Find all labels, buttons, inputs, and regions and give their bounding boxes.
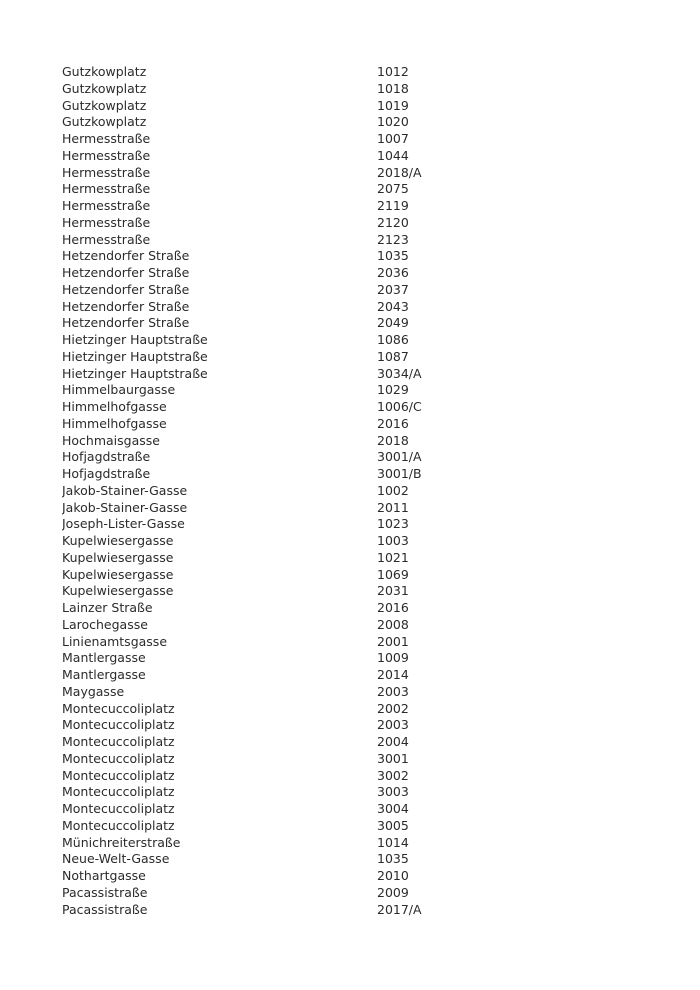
street-number-cell: 1087	[377, 348, 409, 364]
street-number-cell: 2075	[377, 181, 409, 197]
table-row	[62, 64, 662, 81]
street-name-cell: Hofjagdstraße	[62, 466, 151, 481]
street-name-cell: Hermesstraße	[62, 131, 151, 146]
street-name-cell: Neue-Welt-Gasse	[62, 851, 170, 867]
street-number-list	[62, 64, 662, 918]
table-row	[62, 416, 662, 433]
street-number-cell: 1021	[377, 549, 409, 565]
table-row	[62, 868, 662, 885]
street-name-cell: Hermesstraße	[62, 181, 151, 197]
street-number-cell: 2009	[377, 884, 409, 900]
street-number-cell: 3001/A	[377, 449, 422, 465]
street-name-cell: Gutzkowplatz	[62, 114, 147, 130]
street-name-cell: Kupelwiesergasse	[62, 549, 174, 565]
table-row	[62, 466, 662, 483]
table-row	[62, 81, 662, 98]
table-row	[62, 768, 662, 785]
street-number-cell: 2016	[377, 600, 409, 615]
street-name-cell: Hermesstraße	[62, 198, 151, 213]
street-name-cell: Mantlergasse	[62, 650, 146, 666]
street-name-cell: Montecuccoliplatz	[62, 700, 175, 716]
street-number-cell: 2002	[377, 700, 409, 716]
street-number-cell: 2003	[377, 717, 409, 733]
table-row	[62, 801, 662, 818]
table-row	[62, 131, 662, 148]
street-number-cell: 2016	[377, 415, 409, 431]
street-number-cell: 3001/B	[377, 466, 422, 481]
street-name-cell: Joseph-Lister-Gasse	[62, 516, 185, 532]
street-name-cell: Hermesstraße	[62, 164, 151, 180]
table-row	[62, 181, 662, 198]
street-number-cell: 1069	[377, 566, 409, 582]
table-row	[62, 433, 662, 450]
street-name-cell: Gutzkowplatz	[62, 64, 147, 79]
table-row	[62, 902, 662, 919]
street-name-cell: Gutzkowplatz	[62, 97, 147, 113]
street-name-cell: Montecuccoliplatz	[62, 801, 175, 816]
table-row	[62, 516, 662, 533]
street-name-cell: Himmelbaurgasse	[62, 382, 176, 398]
street-name-cell: Jakob-Stainer-Gasse	[62, 499, 188, 515]
table-row	[62, 851, 662, 868]
street-number-cell: 2003	[377, 683, 409, 699]
street-number-cell: 2119	[377, 198, 409, 213]
street-number-cell: 2031	[377, 583, 409, 599]
street-name-cell: Gutzkowplatz	[62, 80, 147, 96]
street-name-cell: Hetzendorfer Straße	[62, 315, 190, 331]
street-number-cell: 2018	[377, 432, 409, 448]
street-number-cell: 1044	[377, 147, 409, 163]
street-name-cell: Hermesstraße	[62, 214, 151, 230]
street-name-cell: Montecuccoliplatz	[62, 767, 175, 783]
table-row	[62, 265, 662, 282]
table-row	[62, 483, 662, 500]
table-row	[62, 533, 662, 550]
table-row	[62, 198, 662, 215]
street-name-cell: Larochegasse	[62, 616, 148, 632]
street-number-cell: 1019	[377, 97, 409, 113]
street-name-cell: Hofjagdstraße	[62, 449, 151, 465]
table-row	[62, 550, 662, 567]
table-row	[62, 835, 662, 852]
table-row	[62, 617, 662, 634]
table-row	[62, 583, 662, 600]
street-number-cell: 1018	[377, 80, 409, 96]
street-name-cell: Himmelhofgasse	[62, 399, 167, 414]
street-name-cell: Pacassistraße	[62, 901, 148, 917]
street-number-cell: 2018/A	[377, 164, 422, 180]
table-row	[62, 349, 662, 366]
street-number-cell: 2120	[377, 214, 409, 230]
street-name-cell: Montecuccoliplatz	[62, 750, 175, 766]
table-row	[62, 650, 662, 667]
street-number-cell: 3001	[377, 750, 409, 766]
table-row	[62, 818, 662, 835]
table-row	[62, 500, 662, 517]
street-name-cell: Hietzinger Hauptstraße	[62, 365, 208, 381]
street-number-cell: 2043	[377, 298, 409, 314]
table-row	[62, 366, 662, 383]
street-name-cell: Kupelwiesergasse	[62, 583, 174, 599]
street-name-cell: Montecuccoliplatz	[62, 817, 175, 833]
table-row	[62, 299, 662, 316]
table-row	[62, 784, 662, 801]
street-number-cell: 1035	[377, 248, 409, 264]
street-number-cell: 1023	[377, 516, 409, 532]
street-name-cell: Nothartgasse	[62, 868, 146, 883]
table-row	[62, 248, 662, 265]
street-name-cell: Hetzendorfer Straße	[62, 265, 190, 280]
table-row	[62, 332, 662, 349]
street-name-cell: Montecuccoliplatz	[62, 784, 175, 800]
table-row	[62, 600, 662, 617]
street-number-cell: 1003	[377, 533, 409, 548]
street-name-cell: Kupelwiesergasse	[62, 533, 174, 548]
table-row	[62, 449, 662, 466]
table-row	[62, 399, 662, 416]
table-row	[62, 885, 662, 902]
street-name-cell: Hietzinger Hauptstraße	[62, 348, 208, 364]
table-row	[62, 315, 662, 332]
table-row	[62, 734, 662, 751]
street-name-cell: Hermesstraße	[62, 147, 151, 163]
street-number-cell: 2017/A	[377, 901, 422, 917]
table-row	[62, 282, 662, 299]
table-row	[62, 232, 662, 249]
street-name-cell: Lainzer Straße	[62, 600, 153, 615]
street-name-cell: Linienamtsgasse	[62, 633, 168, 649]
street-name-cell: Kupelwiesergasse	[62, 566, 174, 582]
street-name-cell: Hetzendorfer Straße	[62, 248, 190, 264]
street-number-cell: 1009	[377, 650, 409, 666]
street-number-cell: 1002	[377, 482, 409, 498]
street-number-cell: 1029	[377, 382, 409, 398]
street-number-cell: 1006/C	[377, 399, 422, 414]
street-name-cell: Montecuccoliplatz	[62, 717, 175, 733]
street-number-cell: 2010	[377, 868, 409, 883]
street-name-cell: Hietzinger Hauptstraße	[62, 332, 208, 347]
table-row	[62, 751, 662, 768]
street-name-cell: Münichreiterstraße	[62, 834, 181, 850]
street-number-cell: 2001	[377, 633, 409, 649]
table-row	[62, 567, 662, 584]
street-number-cell: 1007	[377, 131, 409, 146]
table-row	[62, 634, 662, 651]
street-number-cell: 1020	[377, 114, 409, 130]
street-number-cell: 2004	[377, 734, 409, 749]
table-row	[62, 701, 662, 718]
street-name-cell: Hetzendorfer Straße	[62, 281, 190, 297]
street-name-cell: Mantlergasse	[62, 667, 146, 682]
street-number-cell: 2011	[377, 499, 409, 515]
street-name-cell: Montecuccoliplatz	[62, 734, 175, 749]
street-number-cell: 3034/A	[377, 365, 422, 381]
street-number-cell: 2049	[377, 315, 409, 331]
street-name-cell: Hetzendorfer Straße	[62, 298, 190, 314]
table-row	[62, 165, 662, 182]
street-name-cell: Hermesstraße	[62, 231, 151, 247]
street-number-cell: 2036	[377, 265, 409, 280]
street-number-cell: 3004	[377, 801, 409, 816]
street-name-cell: Jakob-Stainer-Gasse	[62, 482, 188, 498]
street-number-cell: 1012	[377, 64, 409, 79]
street-name-cell: Hochmaisgasse	[62, 432, 160, 448]
street-name-cell: Maygasse	[62, 683, 125, 699]
table-row	[62, 148, 662, 165]
street-number-cell: 1086	[377, 332, 409, 347]
table-row	[62, 114, 662, 131]
street-name-cell: Himmelhofgasse	[62, 415, 167, 431]
street-number-cell: 3002	[377, 767, 409, 783]
street-number-cell: 2008	[377, 616, 409, 632]
street-number-cell: 1014	[377, 834, 409, 850]
street-number-cell: 1035	[377, 851, 409, 867]
table-row	[62, 684, 662, 701]
street-number-cell: 2123	[377, 231, 409, 247]
street-number-cell: 3003	[377, 784, 409, 800]
table-row	[62, 717, 662, 734]
table-row	[62, 382, 662, 399]
table-row	[62, 98, 662, 115]
street-name-cell: Pacassistraße	[62, 884, 148, 900]
street-number-cell: 3005	[377, 817, 409, 833]
street-number-cell: 2037	[377, 281, 409, 297]
table-row	[62, 667, 662, 684]
street-number-cell: 2014	[377, 667, 409, 682]
table-row	[62, 215, 662, 232]
